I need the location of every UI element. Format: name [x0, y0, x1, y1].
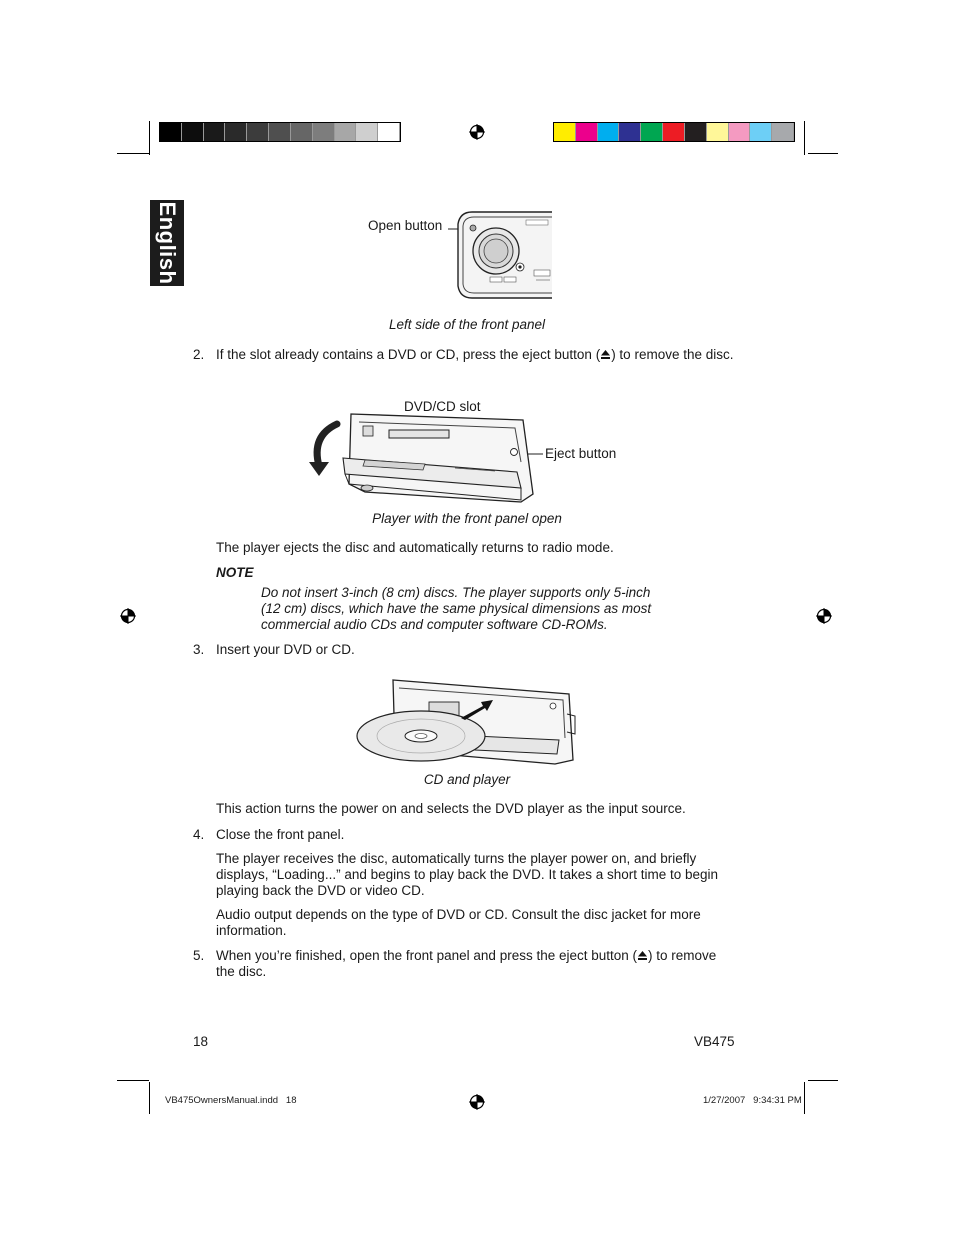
- open-button-callout: Open button: [368, 218, 443, 233]
- color-swatch: [204, 123, 226, 141]
- color-swatch: [247, 123, 269, 141]
- color-swatch: [576, 123, 598, 141]
- step4-paragraph-2: [216, 907, 776, 939]
- color-swatch: [182, 123, 204, 141]
- color-swatch: [685, 123, 707, 141]
- model-number: VB475: [694, 1034, 735, 1049]
- step2-text: [216, 347, 736, 363]
- paragraph-after-step2: The player ejects the disc and automatically returns to radio mode.: [216, 540, 614, 555]
- step4-number: 4.: [193, 827, 205, 842]
- step5-text-b: ) to remove: [648, 948, 717, 963]
- front-panel-left-illustration: [440, 208, 556, 302]
- color-swatch: [729, 123, 751, 141]
- dvd-cd-slot-callout: DVD/CD slot: [404, 399, 481, 414]
- step2-number: 2.: [193, 347, 205, 362]
- page-number: 18: [193, 1034, 209, 1049]
- figure1-caption: Left side of the front panel: [388, 317, 546, 332]
- eject-button-callout: Eject button: [545, 446, 617, 461]
- color-swatch: [663, 123, 685, 141]
- step3-text: Insert your DVD or CD.: [216, 642, 355, 657]
- note-body: [261, 585, 701, 633]
- eject-icon: [637, 950, 648, 961]
- color-swatch: [291, 123, 313, 141]
- color-swatch: [356, 123, 378, 141]
- crop-mark: [808, 153, 838, 154]
- step5-text-c: the disc.: [216, 964, 267, 979]
- registration-mark-icon: [469, 1094, 485, 1110]
- color-swatch: [554, 123, 576, 141]
- paragraph-line: information.: [216, 923, 287, 938]
- crop-mark: [149, 121, 150, 155]
- note-line: commercial audio CDs and computer software CD-ROMs.: [261, 617, 608, 632]
- language-tab: [150, 200, 184, 286]
- registration-mark-icon: [469, 124, 485, 140]
- step5-text-a: When you’re finished, open the front panel and press the eject button (: [216, 948, 638, 963]
- color-swatch: [160, 123, 182, 141]
- crop-mark: [804, 121, 805, 155]
- color-swatch: [598, 123, 620, 141]
- step4-text: Close the front panel.: [216, 827, 345, 842]
- color-swatch: [313, 123, 335, 141]
- registration-mark-icon: [816, 608, 832, 624]
- slug-file-name: VB475OwnersManual.indd 18: [165, 1095, 297, 1106]
- note-line: (12 cm) discs, which have the same physical dimensions as most: [261, 601, 652, 616]
- process-color-bar: [553, 122, 795, 142]
- step2-text-a: If the slot already contains a DVD or CD, press the eject button (: [216, 347, 601, 362]
- paragraph-line: playing back the DVD or video CD.: [216, 883, 425, 898]
- grayscale-color-bar: [159, 122, 401, 142]
- color-swatch: [641, 123, 663, 141]
- paragraph-line: The player receives the disc, automatically turns the player power on, and briefly: [216, 851, 697, 866]
- step2-text-b: ) to remove the disc.: [611, 347, 734, 362]
- paragraph-line: Audio output depends on the type of DVD or CD. Consult the disc jacket for more: [216, 907, 701, 922]
- open-panel-illustration: [305, 412, 545, 506]
- color-swatch: [750, 123, 772, 141]
- crop-mark: [808, 1080, 838, 1081]
- crop-mark: [117, 153, 149, 154]
- color-swatch: [378, 123, 400, 141]
- color-swatch: [269, 123, 291, 141]
- note-line: Do not insert 3-inch (8 cm) discs. The player supports only 5-inch: [261, 585, 651, 600]
- color-swatch: [772, 123, 794, 141]
- figure2-caption: Player with the front panel open: [372, 511, 562, 526]
- cd-and-player-illustration: [355, 678, 577, 766]
- slug-date: 1/27/2007 9:34:31 PM: [703, 1095, 802, 1106]
- note-label: NOTE: [216, 565, 254, 580]
- color-swatch: [619, 123, 641, 141]
- color-swatch: [335, 123, 357, 141]
- language-tab-label: English: [155, 201, 180, 285]
- step3-number: 3.: [193, 642, 205, 657]
- crop-mark: [804, 1082, 805, 1114]
- step5-number: 5.: [193, 948, 205, 963]
- color-swatch: [707, 123, 729, 141]
- crop-mark: [149, 1082, 150, 1114]
- registration-mark-icon: [120, 608, 136, 624]
- paragraph-line: displays, “Loading...” and begins to play back the DVD. It takes a short time to begin: [216, 867, 719, 882]
- step5-text: [216, 948, 756, 980]
- crop-mark: [117, 1080, 149, 1081]
- eject-icon: [600, 349, 611, 360]
- figure3-caption: CD and player: [423, 772, 511, 787]
- color-swatch: [225, 123, 247, 141]
- paragraph-after-step3: This action turns the power on and selects the DVD player as the input source.: [216, 801, 686, 816]
- step4-paragraph-1: [216, 851, 776, 899]
